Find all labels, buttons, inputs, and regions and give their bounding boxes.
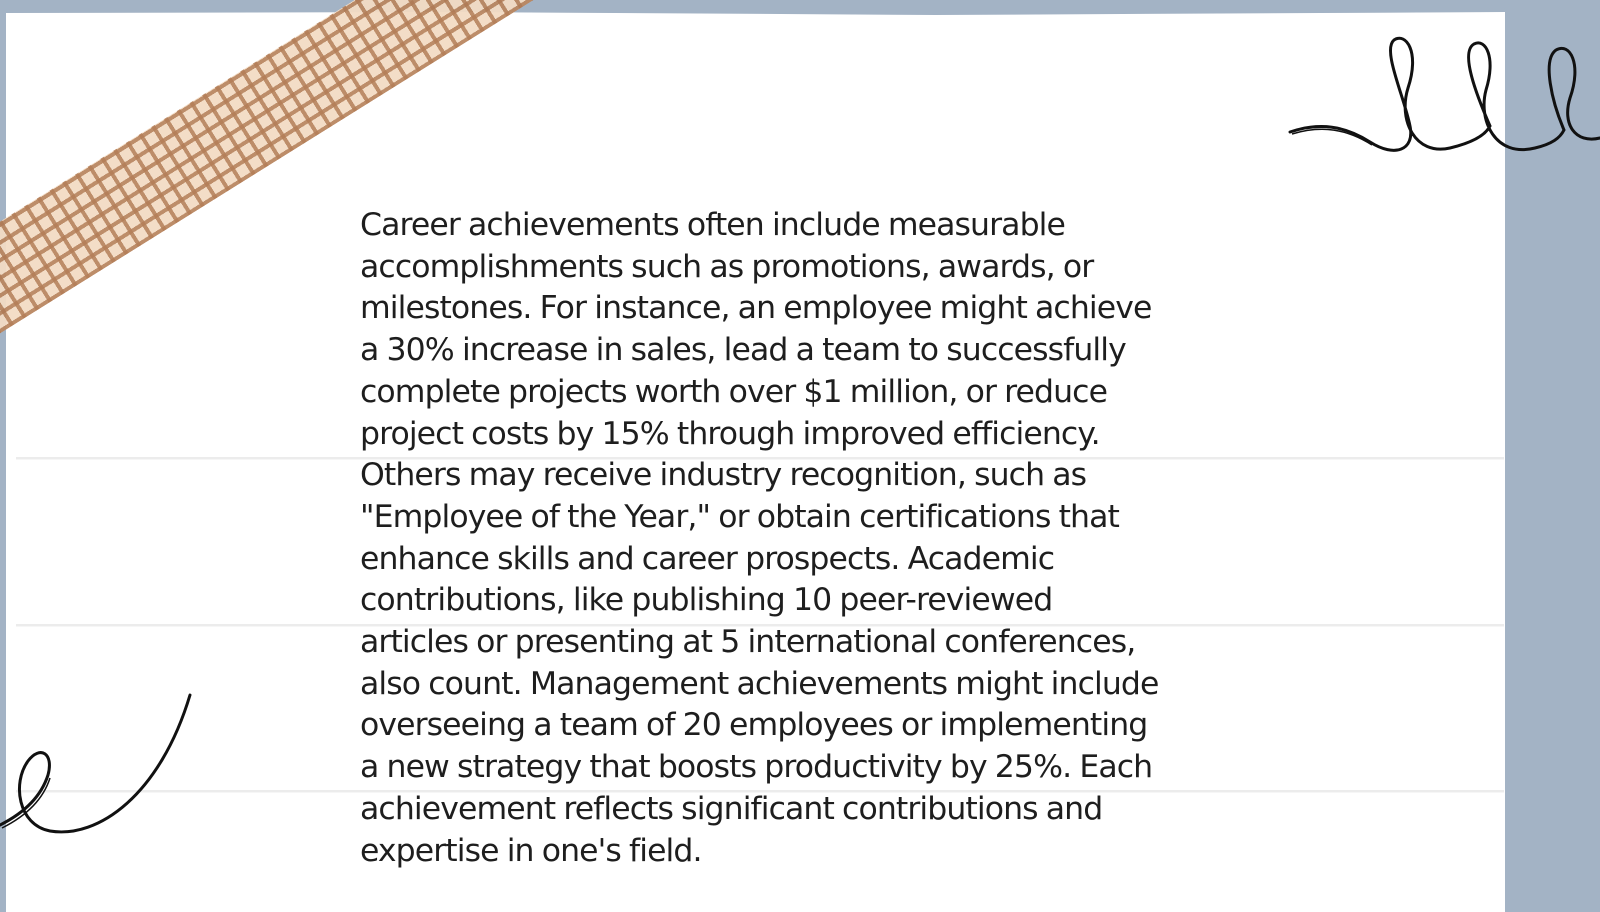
loop-squiggle-doodle (1290, 30, 1600, 160)
check-squiggle-doodle (0, 695, 200, 855)
body-paragraph: Career achievements often include measurable accomplishments such as promotions, awards, or milestones. For instance, an employee might achieve a 30% increase in sales, lead a team to successfully complete projects worth over $1 million, or reduce project costs by 15% through improved efficiency. Others may receive industry recognition, such as "Employee of the Year," or obtain certifications that enhance skills and career prospects. Academic contributions, like publishing 10 peer-reviewed articles or presenting at 5 international conferences, also count. Management achievements might include overseeing a team of 20 employees or implementing a new strategy that boosts productivity by 25%. Each achievement reflects significant contributions and expertise in one's field. (360, 207, 1159, 869)
